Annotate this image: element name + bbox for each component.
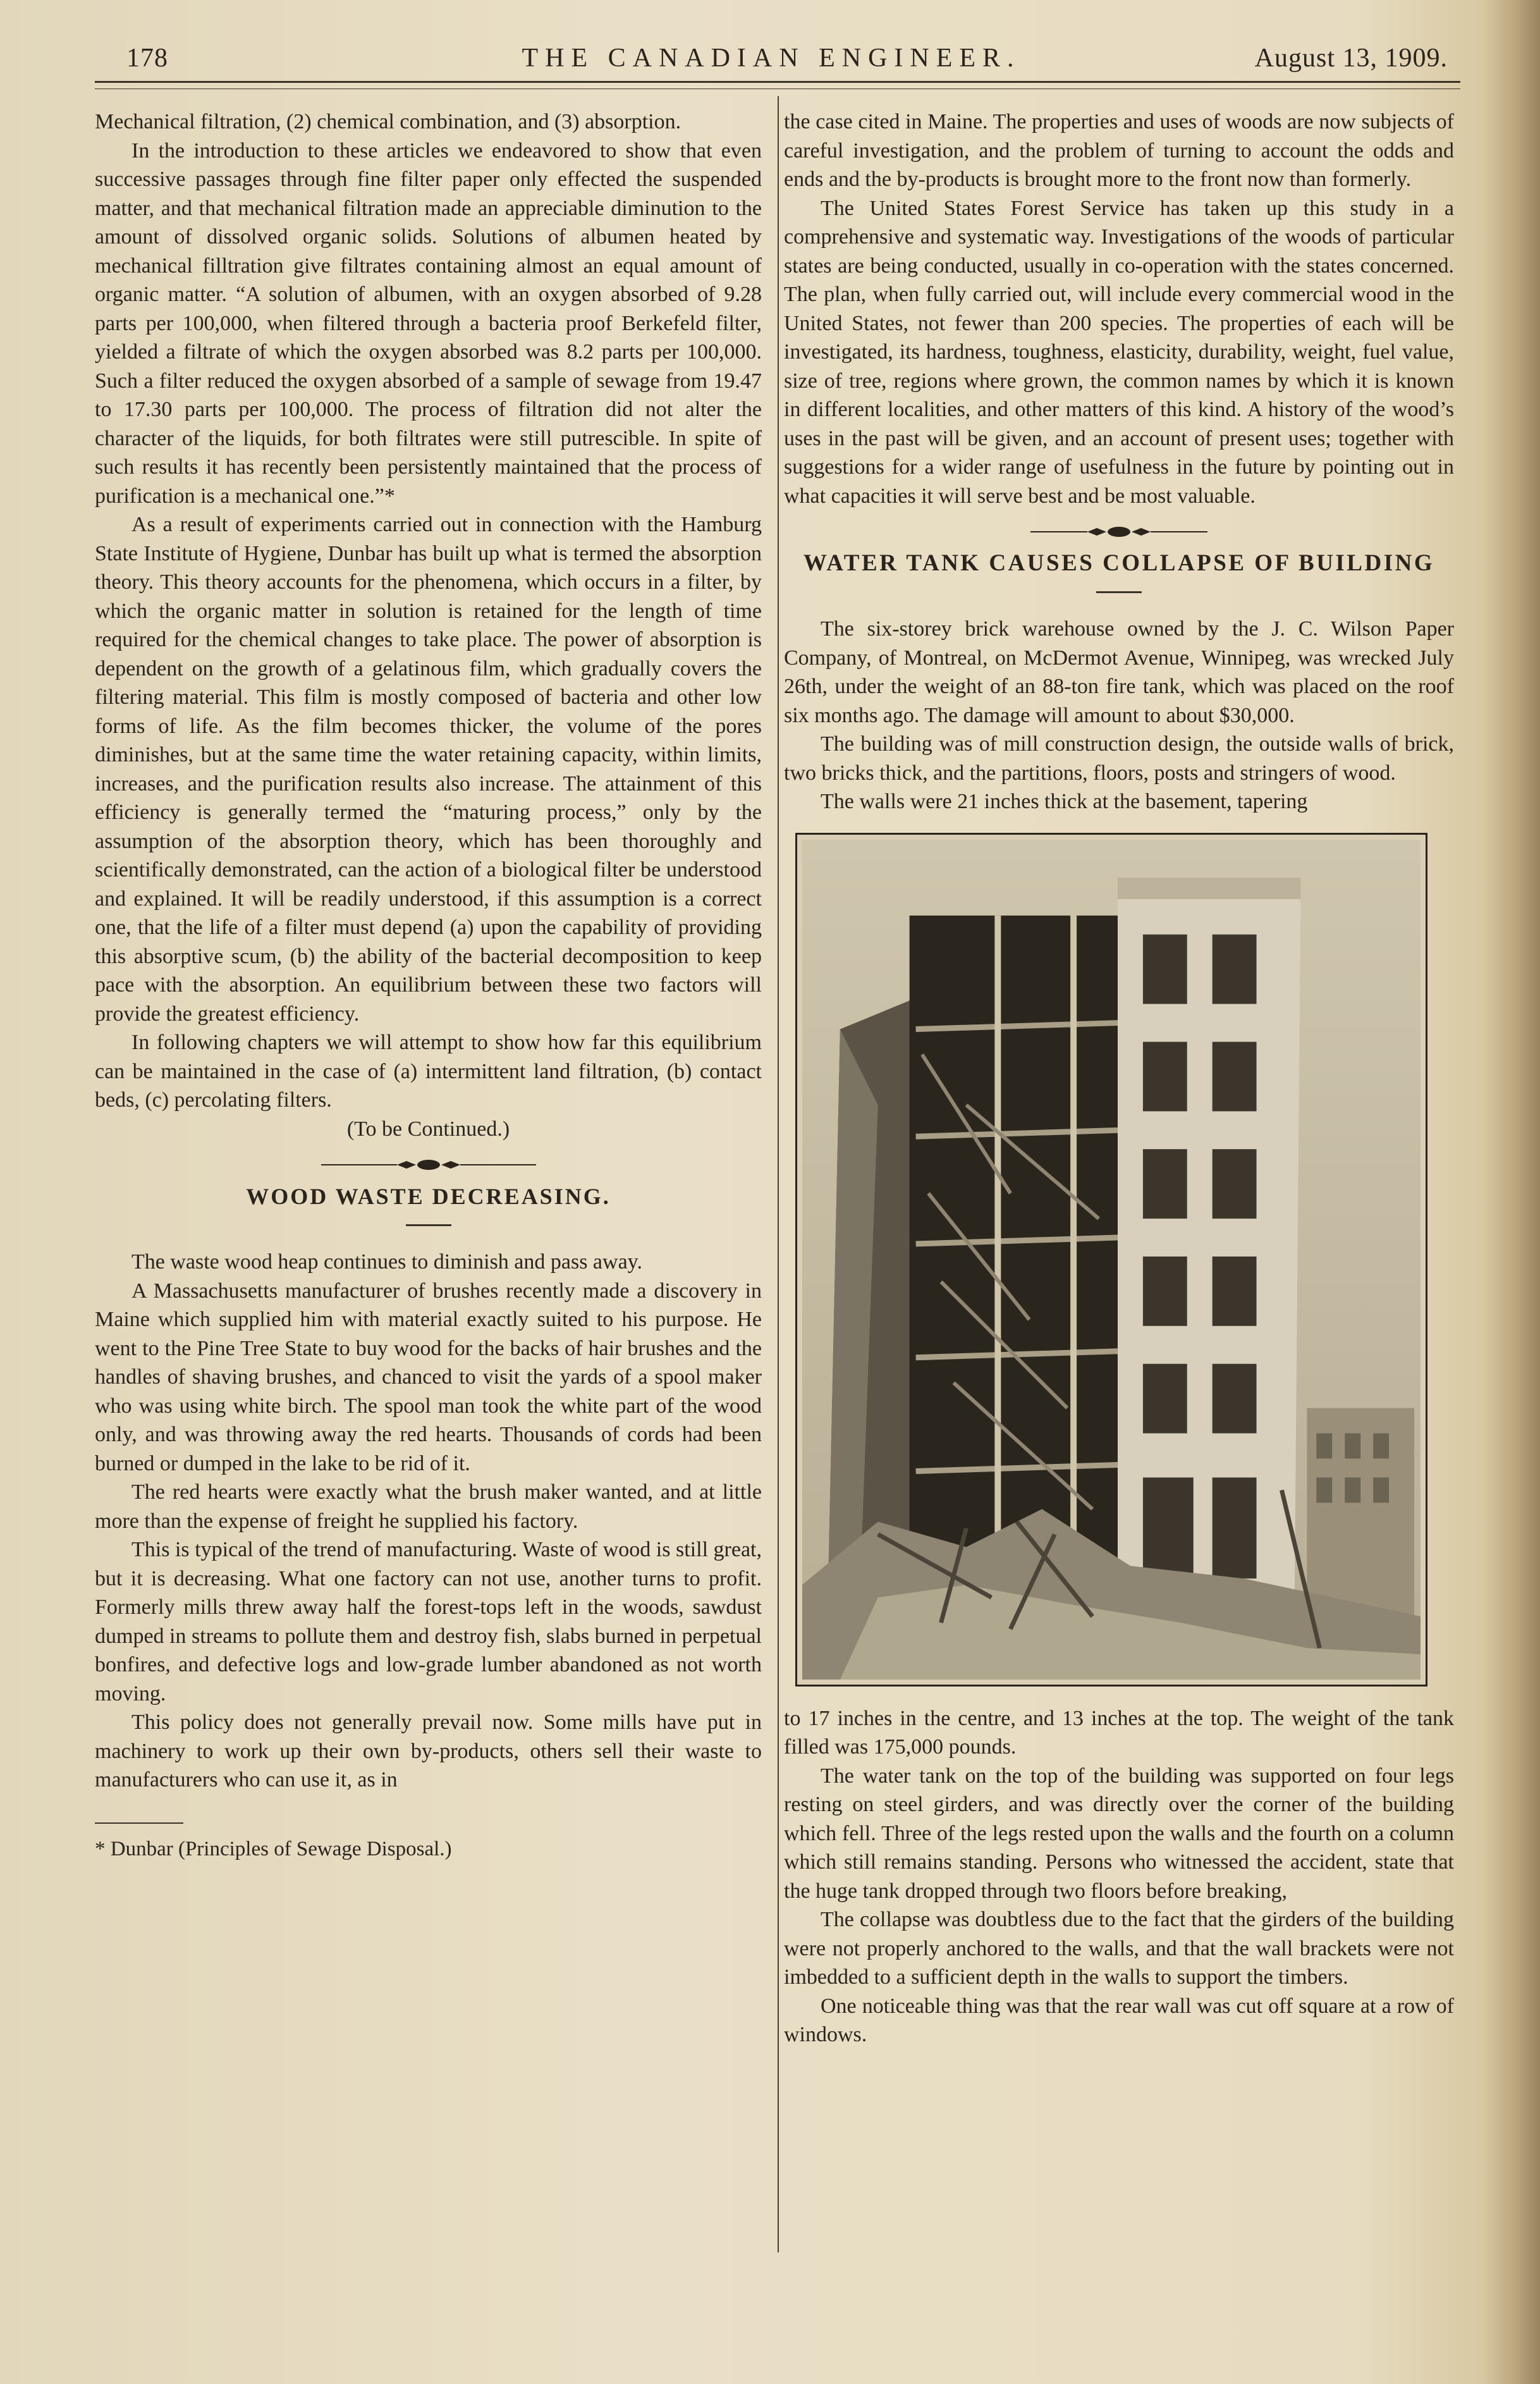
article-heading: WATER TANK CAUSES COLLAPSE OF BUILDING	[803, 550, 1435, 576]
ornament-divider-icon	[321, 1152, 536, 1177]
page-header	[95, 37, 1448, 81]
page-edge-shadow	[1483, 0, 1540, 2384]
paragraph: The walls were 21 inches thick at the basement, tapering	[821, 790, 1308, 813]
paragraph: In the introduction to these articles we endeavored to show that even successive passages through fine filter paper only effected the suspended matter, and that mechanical filtration made an appreciable diminution to the amount of dissolved organic solids. Solutions of albumen heated by mechanical filltration give filtrates containing almost an equal amount of organic matter. “A solution of albumen, with an oxygen absorbed of 9.28 parts per 100,000, when filtered through a bacteria proof Berkefeld filter, yielded a filtrate of which the oxygen absorbed was 8.2 parts per 100,000. Such a filter reduced the oxygen absorbed of a sample of sewage from 19.47 to 17.30 parts per 100,000. The process of filtration did not alter the character of the liquids, for both filtrates were still putrescible. In spite of such results it has recently been persistently maintained that the process of purification is a mechanical one.”*	[95, 138, 762, 508]
paragraph: A Massachusetts manufacturer of brushes recently made a discovery in Maine which supplied him with material exactly suited to his purpose. He went to the Pine Tree State to buy wood for the backs of hair brushes and the handles of shaving brushes, and chanced to visit the yards of a spool maker who was using white birch. The spool man took the white part of the wood only, and was throwing away the red hearts. Thousands of cords had been burned or dumped in the lake to be rid of it.	[95, 1279, 762, 1475]
page-number: 178	[126, 44, 168, 73]
heading-rule	[1096, 591, 1142, 593]
paragraph: The United States Forest Service has taken up this study in a comprehensive and systematic way. Investigations of the woods of particular states are being conducted, usually in co-operation with the states concerned. The plan, when fully carried out, will include every commercial wood in the United States, not fewer than 200 species. The properties of each will be investigated, its hardness, toughness, elasticity, durability, weight, fuel value, size of tree, regions where grown, the common names by which it is known in different localities, and other matters of this kind. A history of the wood’s uses in the past will be given, and an account of present uses; together with suggestions for a wider range of usefulness in the future by pointing out in what capacities it will serve best and be most valuable.	[784, 196, 1454, 508]
paragraph: The red hearts were exactly what the brush maker wanted, and at little more than the expense of freight he supplied his factory.	[95, 1480, 762, 1533]
paragraph: to 17 inches in the centre, and 13 inches at the top. The weight of the tank filled was 175,000 pounds.	[784, 1706, 1454, 1759]
issue-date: August 13, 1909.	[1254, 44, 1448, 73]
ornament-divider-icon	[1011, 519, 1226, 544]
paragraph: This is typical of the trend of manufacturing. Waste of wood is still great, but it is decreasing. What one factory can not use, another turns to profit. Formerly mills threw away half the forest-tops left in the woods, sawdust dumped in streams to pollute them and destroy fish, slabs burned in perpetual bonfires, and defective logs and low-grade lumber abandoned as not worth moving.	[95, 1538, 762, 1705]
paragraph: This policy does not generally prevail now. Some mills have put in machinery to work up their own by-products, others sell their waste to manufacturers who can use it, as in	[95, 1711, 762, 1791]
building-illustration-icon	[802, 840, 1421, 1680]
paragraph: the case cited in Maine. The properties and uses of woods are now subjects of careful investigation, and the problem of turning to account the odds and ends and the by-products is brought more to the front now than formerly.	[784, 110, 1454, 191]
heading-rule	[406, 1224, 451, 1226]
header-rule-thick	[95, 81, 1460, 83]
paragraph: In following chapters we will attempt to show how far this equilibrium can be maintained in the case of (a) intermittent land filtration, (b) contact beds, (c) percolating filters.	[95, 1031, 762, 1112]
footnote: * Dunbar (Principles of Sewage Disposal.)	[95, 1837, 452, 1860]
right-column	[784, 108, 1454, 2049]
paragraph: One noticeable thing was that the rear wall was cut off square at a row of windows.	[784, 1994, 1454, 2046]
to-be-continued: (To be Continued.)	[346, 1117, 510, 1141]
paragraph: As a result of experiments carried out in connection with the Hamburg State Institute of Hygiene, Dunbar has built up what is termed the absorption theory. This theory accounts for the phenomena, which occurs in a filter, by which the organic matter in solution is retained for the length of time required for the chemical changes to take place. The power of absorption is dependent on the growth of a gelatinous film, which gradually covers the filtering material. This film is mostly composed of bacteria and other low forms of life. As the film becomes thicker, the volume of the pores diminishes, but at the same time the water retaining capacity, within limits, increases, and the purification results also increase. The attainment of this efficiency is generally termed the “maturing process,” only by the assumption of the absorption theory, which has been thoroughly and scientifically demonstrated, can the action of a biological filter be understood and explained. It will be readily understood, if this assumption is a correct one, that the life of a filter must depend (a) upon the capability of providing this absorptive scum, (b) the ability of the bacterial decomposition to keep pace with the absorption. An equilibrium between these two factors will provide the greatest efficiency.	[95, 513, 762, 1026]
collapsed-building-photo	[795, 833, 1427, 1687]
footnote-rule	[95, 1822, 183, 1824]
column-divider	[778, 96, 779, 2252]
paragraph: Mechanical filtration, (2) chemical combination, and (3) absorption.	[95, 110, 681, 133]
paragraph: The six-storey brick warehouse owned by the J. C. Wilson Paper Company, of Montreal, on McDermot Avenue, Winnipeg, was wrecked July 26th, under the weight of an 88-ton fire tank, which was placed on the roof six months ago. The damage will amount to about $30,000.	[784, 617, 1454, 727]
paragraph: The waste wood heap continues to diminish and pass away.	[131, 1250, 642, 1274]
publication-title: THE CANADIAN ENGINEER.	[522, 44, 1021, 73]
left-column	[95, 108, 762, 1864]
paragraph: The water tank on the top of the building was supported on four legs resting on steel girders, and was directly over the corner of the building which fell. Three of the legs rested upon the walls and the fourth on a column which still remains standing. Persons who witnessed the accident, state that the huge tank dropped through two floors before breaking,	[784, 1764, 1454, 1903]
article-heading: WOOD WASTE DECREASING.	[246, 1184, 611, 1209]
paragraph: The building was of mill construction design, the outside walls of brick, two bricks thick, and the partitions, floors, posts and stringers of wood.	[784, 732, 1454, 785]
paragraph: The collapse was doubtless due to the fact that the girders of the building were not properly anchored to the walls, and that the wall brackets were not imbedded to a sufficient depth in the walls to support the timbers.	[784, 1908, 1454, 1989]
